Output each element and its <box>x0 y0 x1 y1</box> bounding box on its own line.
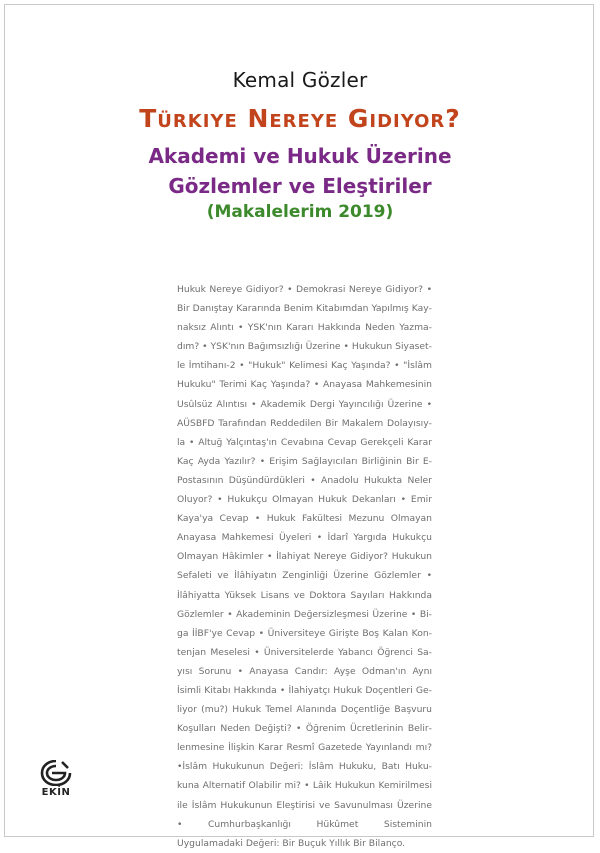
book-title: Türkiye Nereye Gidiyor? <box>139 104 461 133</box>
series-note: (Makalelerim 2019) <box>206 202 394 222</box>
contents-list: Hukuk Nereye Gidiyor? • Demokrasi Nereye Gidiyor? • Bir Danıştay Kararında Benim Kitabımdan Yapılmış Kaynaksız Alıntı • YSK'nın Kararı Hakkında Neden Yazmadım? • YSK'nın Bağımsızlığı Üzerine • Hukukun Siyasetle İmtihanı-2 • "Hukuk" Kelimesi Kaç Yaşında? • "İslâm Hukuku" Terimi Kaç Yaşında? • Anayasa Mahkemesinin Usûlsüz Alıntısı • Akademik Dergi Yayıncılığı Üzerine • AÜSBFD Tarafından Reddedilen Bir Makalem Dolayısıyla • Altuğ Yalçıntaş'ın Cevabına Cevap Gerekçeli Karar Kaç Ayda Yazılır? • Erişim Sağlayıcıları Birliğinin Bir E-Postasının Düşündürdükleri • Anadolu Hukukta Neler Oluyor? • Hukukçu Olmayan Hukuk Dekanları • Emir Kaya'ya Cevap • Hukuk Fakültesi Mezunu Olmayan Anayasa Mahkemesi Üyeleri • İdarî Yargıda Hukukçu Olmayan Hâkimler • İlahiyat Nereye Gidiyor? Hukukun Sefaleti ve İlâhiyatın Zenginliği Üzerine Gözlemler • İlâhiyatta Yüksek Lisans ve Doktora Sayıları Hakkında Gözlemler • Akademinin Değersizleşmesi Üzerine • Biga İİBF'ye Cevap • Üniversiteye Girişte Boş Kalan Kontenjan Meselesi • Üniversitelerde Yabancı Öğrenci Sayısı Sorunu • Anayasa Candır: Ayşe Odman'ın Aynı İsimli Kitabı Hakkında • İlahiyatçı Hukuk Doçentleri Geliyor (mu?) Hukuk Temel Alanında Doçentliğe Başvuru Koşulları Neden Değişti? • Öğrenim Ücretlerinin Belirlenmesine İlişkin Karar Resmî Gazetede Yayınlandı mı? •İslâm Hukukunun Değeri: İslâm Hukuku, Batı Hukukuna Alternatif Olabilir mi? • Lâik Hukukun Kemirilmesi ile İslâm Hukukunun Eleştirisi ve Savunulması Üzerine • Cumhurbaşkanlığı Hükûmet Sisteminin Uygulamadaki Değeri: Bir Buçuk Yıllık Bir Bilanço. <box>177 284 432 849</box>
ekin-logo-icon <box>40 760 72 786</box>
publisher-logo <box>36 760 76 798</box>
publisher-name: EKİN <box>41 787 71 798</box>
author-name: Kemal Gözler <box>232 68 368 92</box>
subtitle-line-2: Gözlemler ve Eleştiriler <box>168 174 432 198</box>
subtitle-line-1: Akademi ve Hukuk Üzerine <box>148 144 452 168</box>
